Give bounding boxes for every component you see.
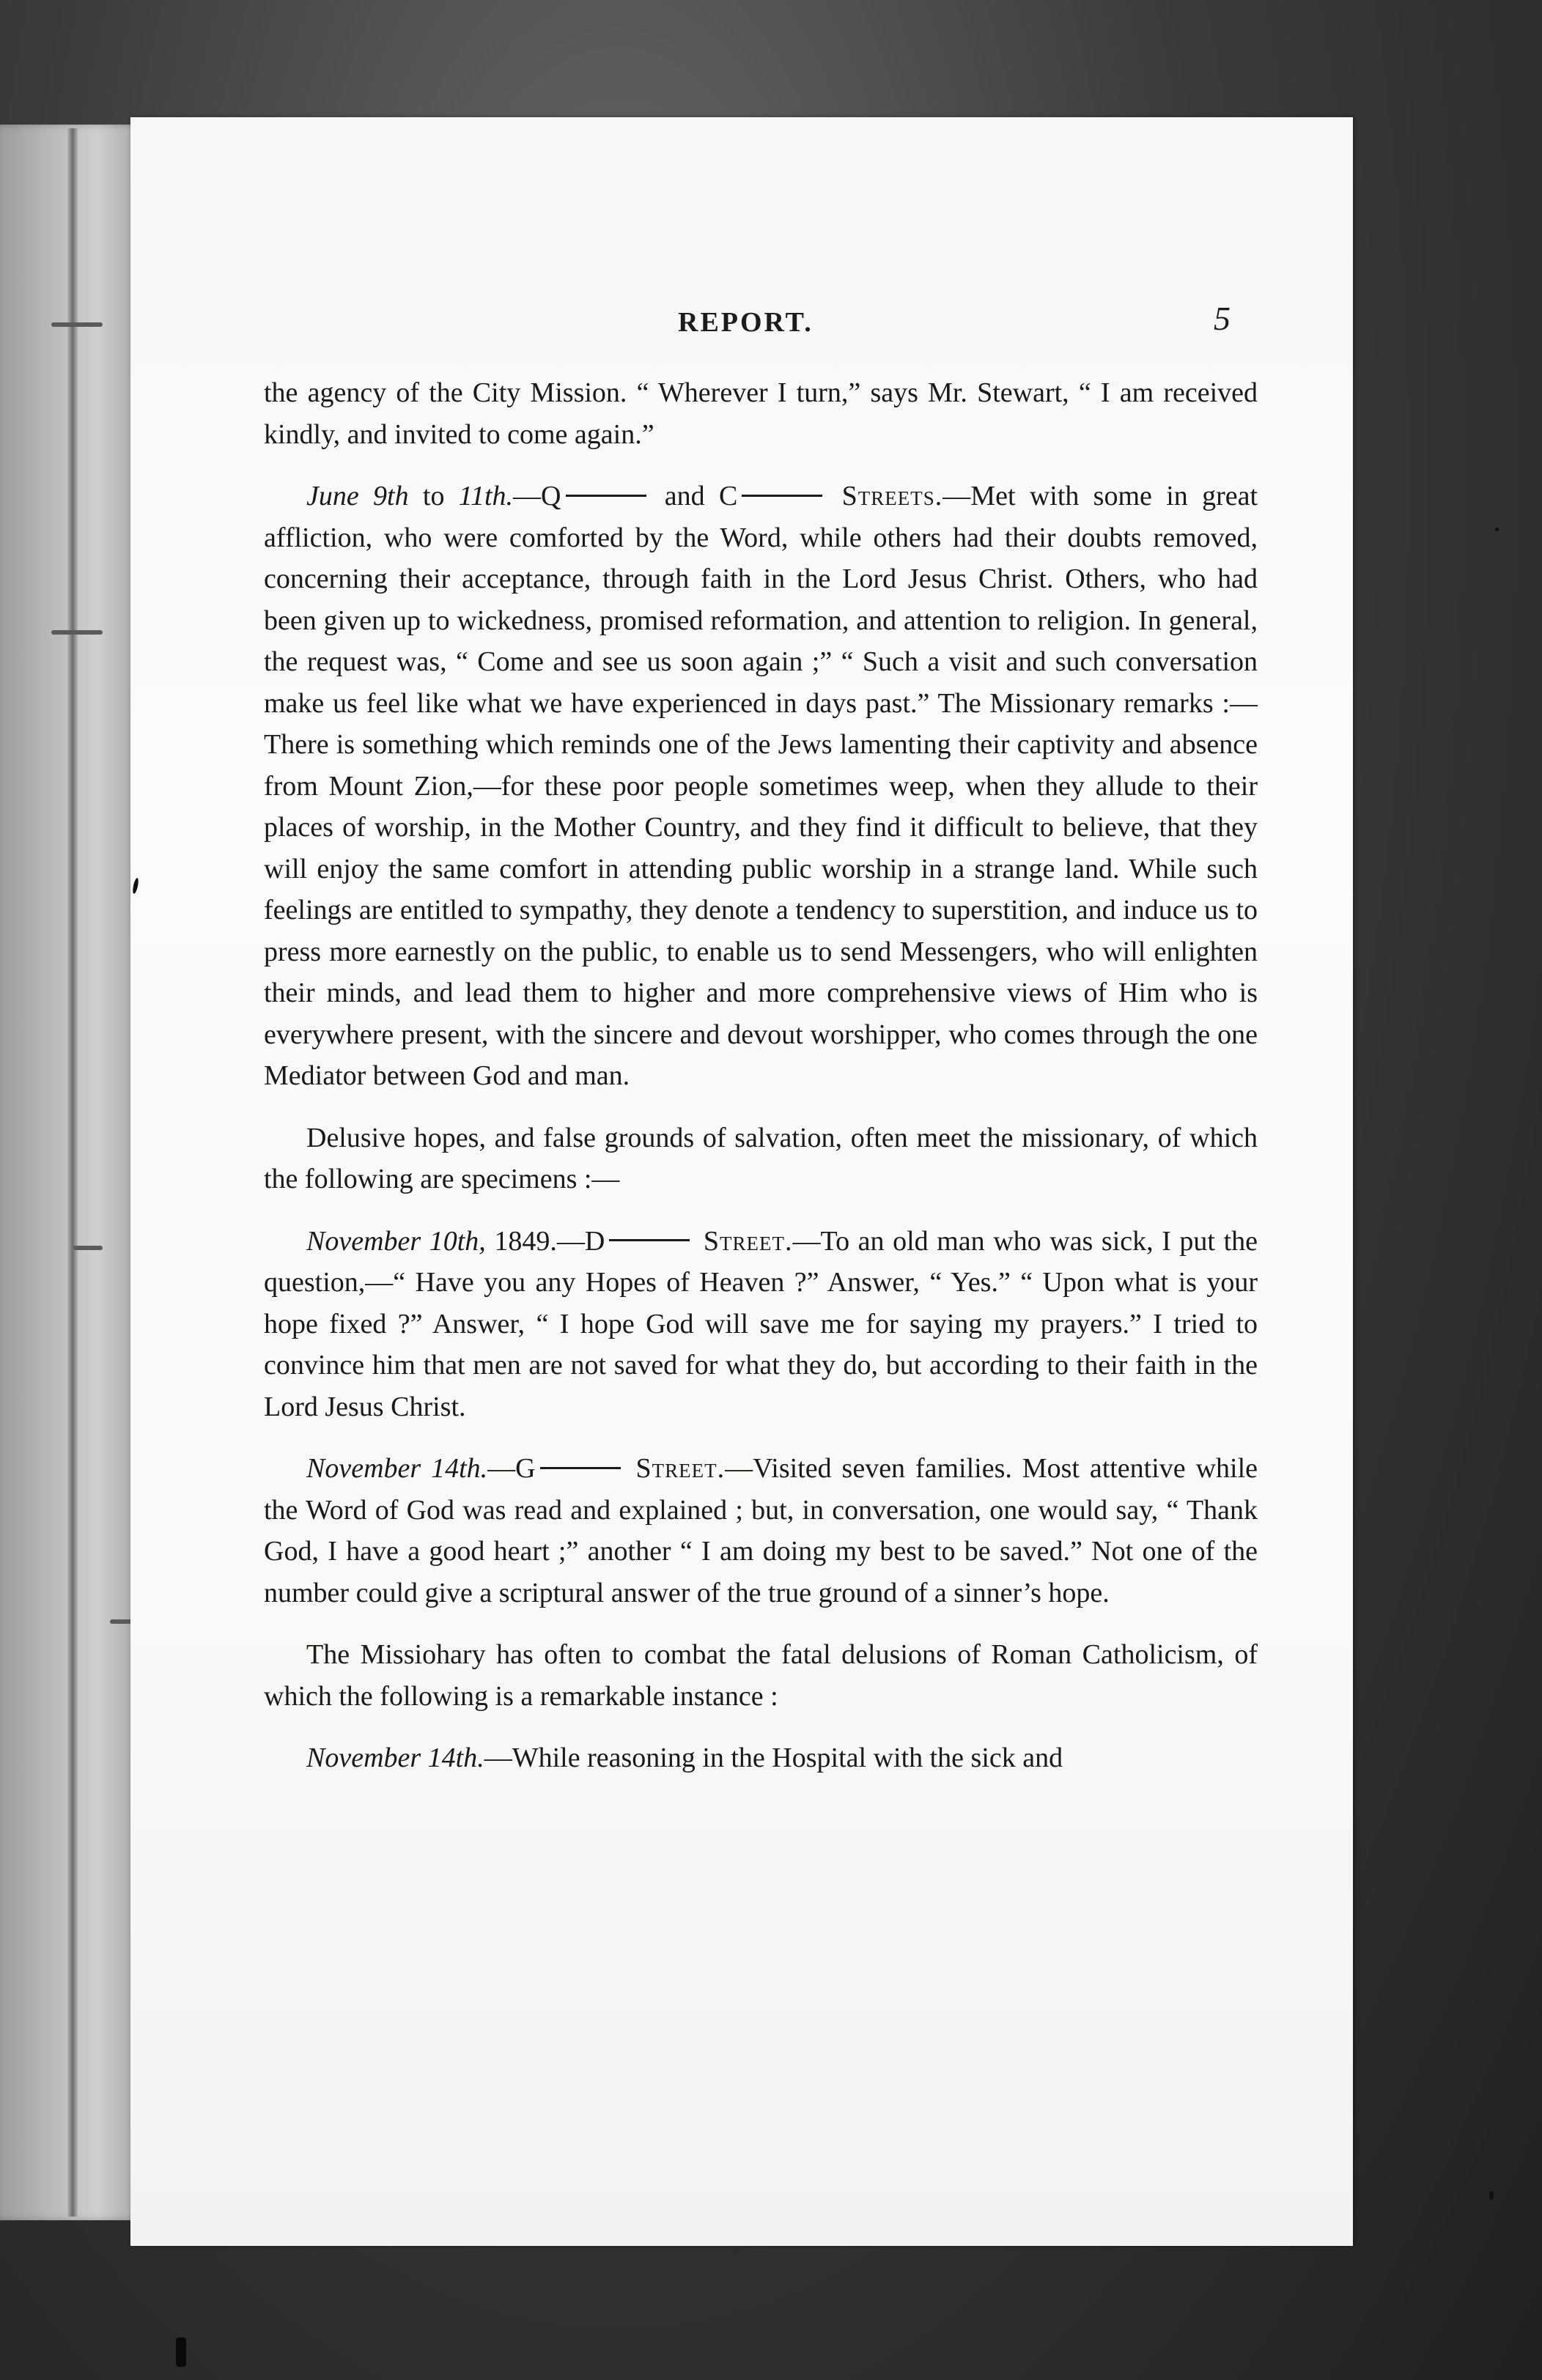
text-run: —Met with some in great affliction, who were comforted by the Word, while others had their doubts removed, concerning their acceptance, through faith in the Lord Jesus Christ. Others, who had been given up to wickedness, promised reformation, and attention to religion. In general, the request was, “ Come and see us soon again ;” “ Such a visit and such conversation make us feel like what we have experienced in days past.” The Missionary remarks :—There is something which reminds one of the Jews lamenting their captivity and absence from Mount Zion,—for these poor people sometimes weep, when they allude to their places of worship, in the Mother Country, and they find it difficult to believe, that they will enjoy the same comfort in attending public worship in a strange land. While such feelings are entitled to sympathy, they denote a tendency to superstition, and induce us to press more earnestly on the public, to enable us to send Messengers, who will enlighten their minds, and lead them to higher and more comprehensive views of Him who is everywhere present, with the sincere and devout worshipper, who comes through the one Mediator between God and man. <box>264 481 1258 1091</box>
date-heading: November 14th. <box>306 1453 488 1484</box>
paragraph <box>264 372 1258 455</box>
text-run: —G <box>487 1453 536 1484</box>
running-head-title: REPORT. <box>678 307 814 338</box>
scan-speck <box>733 2248 739 2254</box>
scan-speck <box>1495 528 1499 531</box>
date-heading: 11th. <box>458 481 514 511</box>
paragraph <box>264 476 1258 1097</box>
name-omission-dash <box>742 495 822 497</box>
binding-thread <box>51 630 103 635</box>
date-heading: November 14th. <box>306 1742 484 1773</box>
text-run: —Q <box>513 481 561 511</box>
text-run: the agency of the City Mission. “ Wherever I turn,” says Mr. Stewart, “ I am received kindly, and invited to come again.” <box>264 377 1258 450</box>
name-omission-dash <box>540 1467 621 1469</box>
paragraph <box>264 1448 1258 1614</box>
text-run: —While reasoning in the Hospital with the sick and <box>484 1742 1063 1773</box>
scan-speck <box>176 2338 186 2367</box>
date-heading: November 10th, <box>306 1225 486 1257</box>
paragraph <box>264 1117 1258 1200</box>
street-label: Streets. <box>827 481 943 511</box>
text-run: 1849.—D <box>485 1225 605 1257</box>
text-run: and C <box>650 481 738 511</box>
text-run: —To an old man who was sick, I put the question,—“ Have you any Hopes of Heaven ?” Answer, “ Yes.” “ Upon what is your hope fixed ?” Answer, “ I hope God will save me for saying my prayers.” I tried to convince him that men are not saved for what they do, but according to their faith in the Lord Jesus Christ. <box>264 1225 1258 1422</box>
text-run: —Visited seven families. Most attentive while the Word of God was read and explained ; but, in conversation, one would say, “ Thank God, I have a good heart ;” another “ I am doing my best to be saved.” Not one of the number could give a scriptural answer of the true ground of a sinner’s hope. <box>264 1453 1258 1608</box>
binding-gutter <box>67 128 78 2217</box>
text-run: to <box>408 481 459 511</box>
paragraph <box>264 1221 1258 1428</box>
binding-thread <box>73 1246 103 1250</box>
running-head <box>130 300 1353 350</box>
text-run: Delusive hopes, and false grounds of salvation, often meet the missionary, of which the following are specimens :— <box>264 1122 1258 1194</box>
page-number: 5 <box>1214 300 1231 337</box>
binding-thread <box>51 322 103 327</box>
binding-thread <box>110 1619 132 1624</box>
street-label: Street. <box>624 1453 726 1484</box>
book-page <box>130 117 1353 2246</box>
street-label: Street. <box>694 1225 793 1257</box>
paragraph <box>264 1634 1258 1717</box>
name-omission-dash <box>609 1239 690 1241</box>
paragraph <box>264 1737 1258 1779</box>
scan-speck <box>1489 2191 1494 2200</box>
text-run: The Missiohary has often to combat the fatal delusions of Roman Catholicism, of which the following is a remarkable instance : <box>264 1639 1258 1712</box>
date-heading: June 9th <box>306 481 409 511</box>
page-body-text <box>264 372 1258 1800</box>
name-omission-dash <box>566 495 646 497</box>
